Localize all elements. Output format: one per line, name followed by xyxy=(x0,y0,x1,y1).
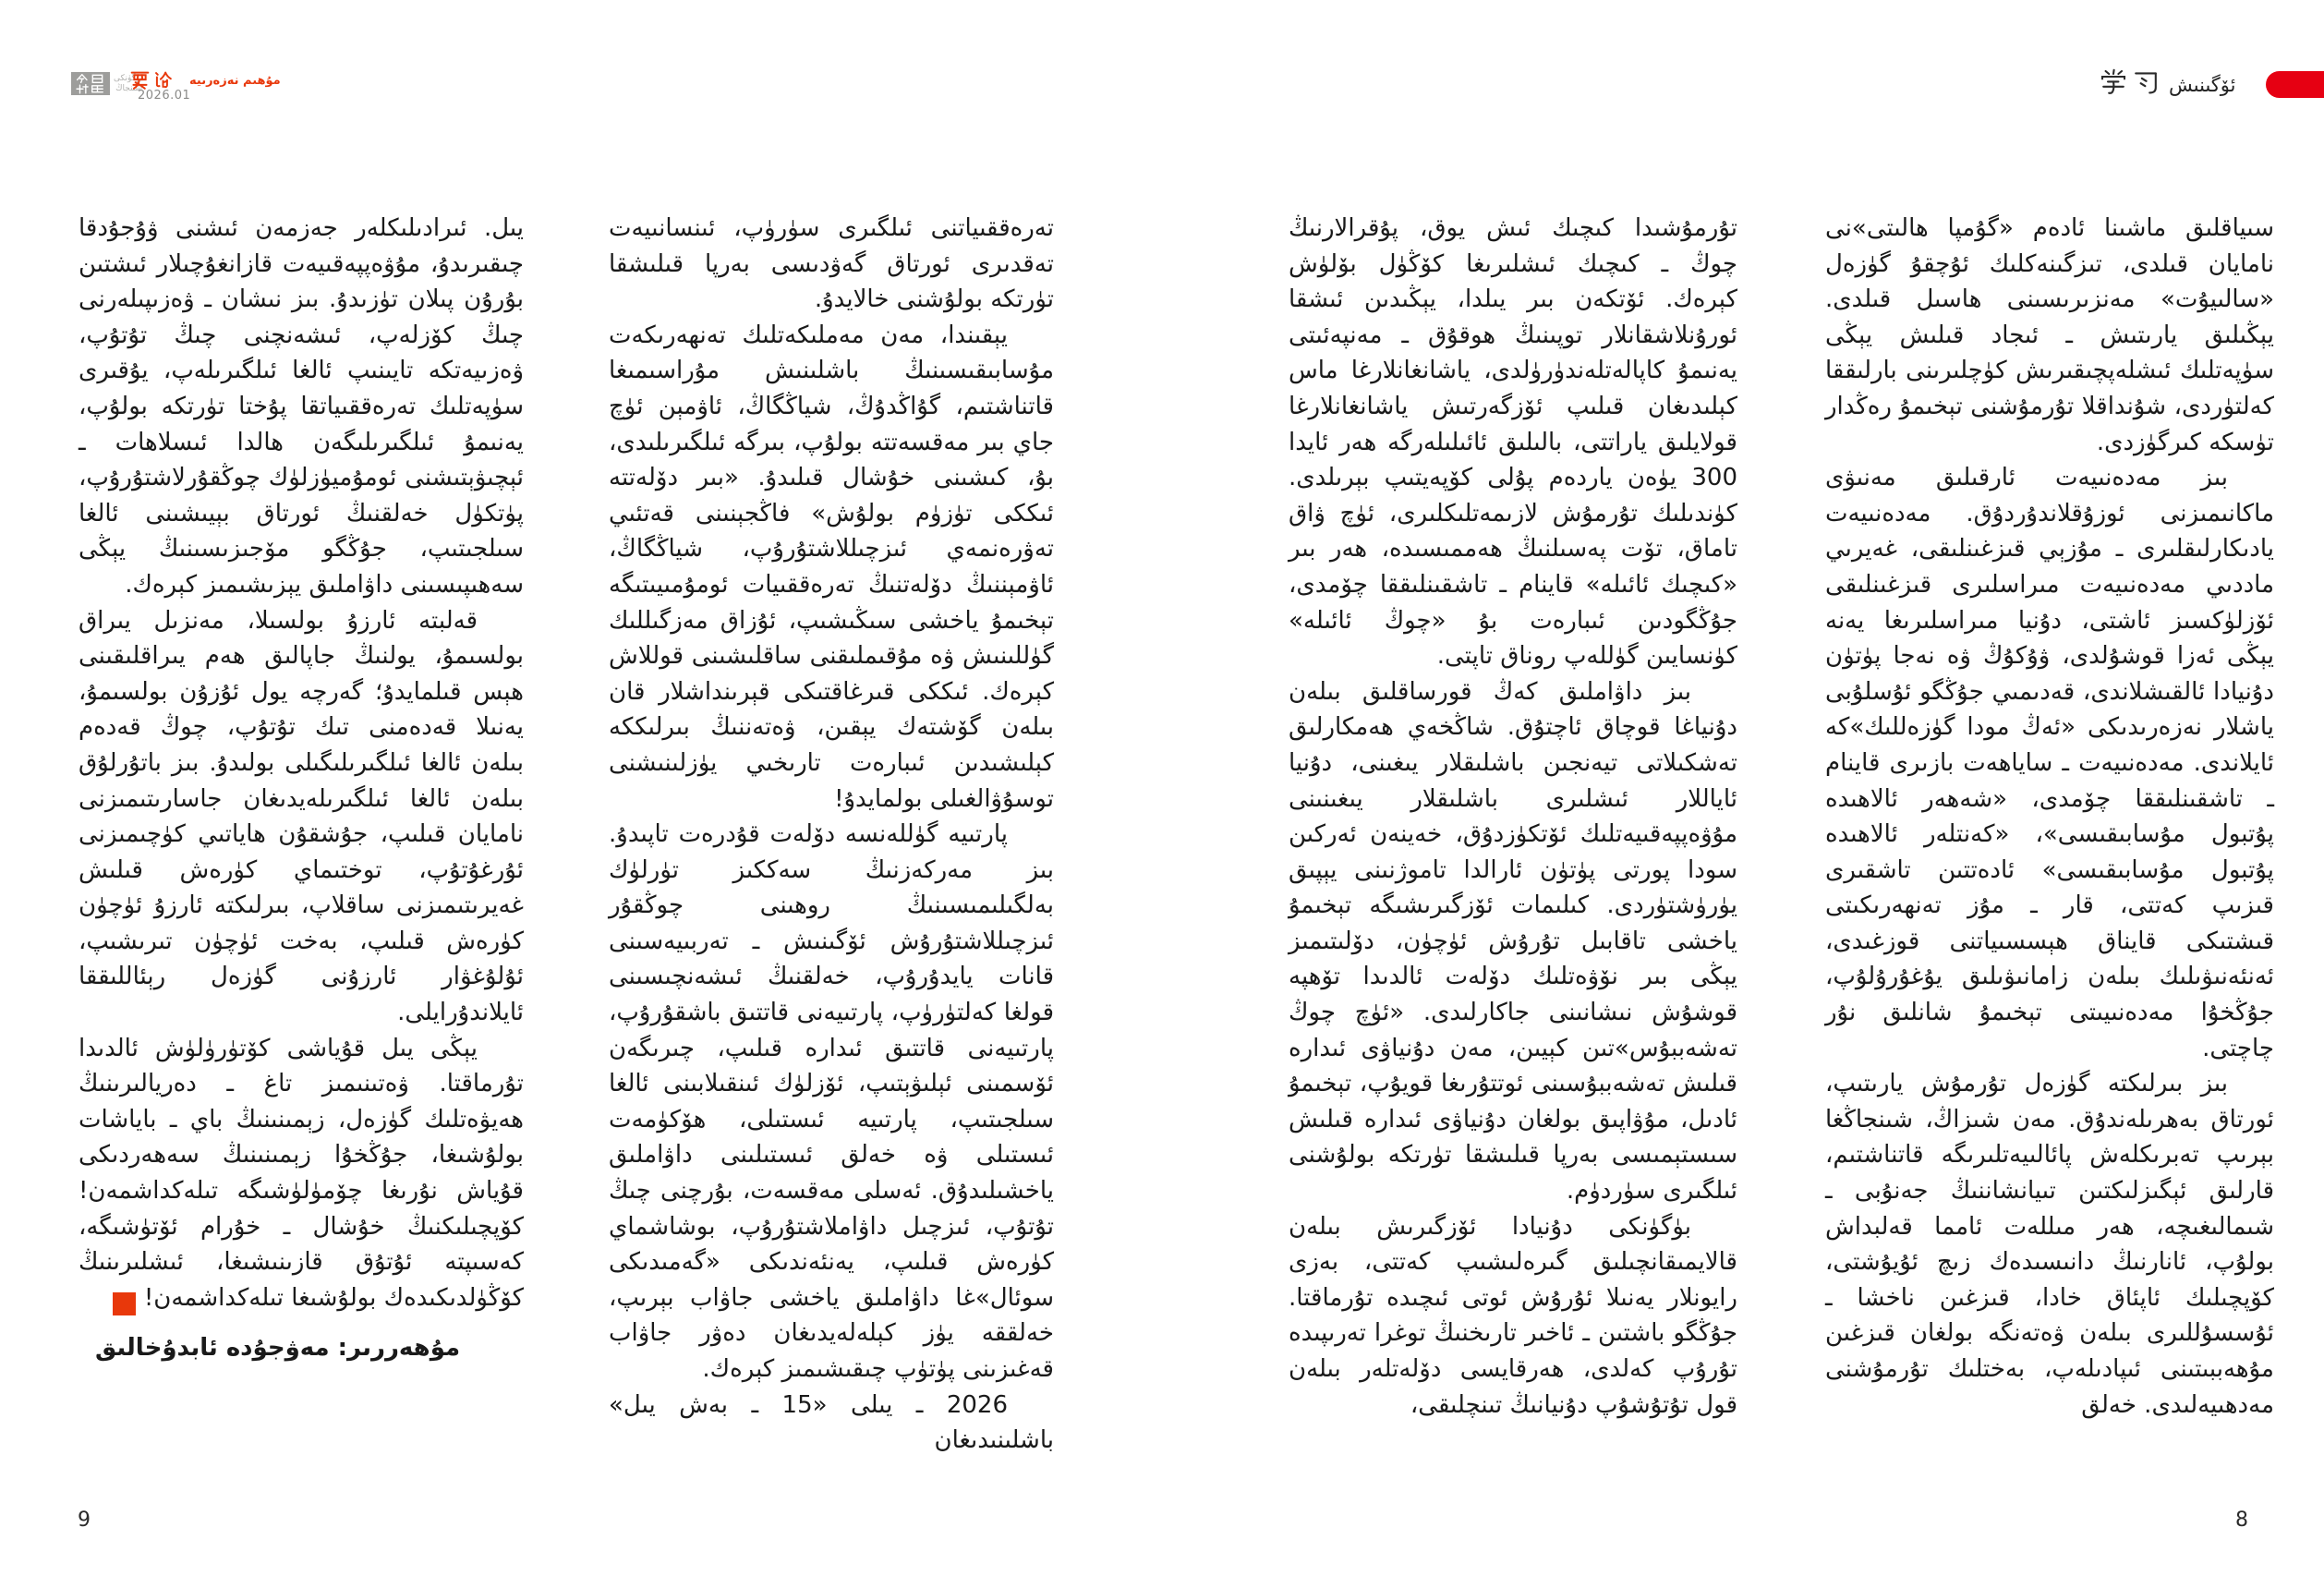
issue-number: 2026.01 xyxy=(138,89,191,103)
yao-cn-glyph xyxy=(129,70,151,91)
xi-cn-glyph xyxy=(2132,68,2160,96)
paragraph: پارتىيە گۈللەنسە دۆلەت قۇدرەت تاپىدۇ. بىز مەركەزنىڭ سەككىز تۈرلۈك بەلگىلىمىسىنىڭ روھىنى چوڭقۇر ئىزچىللاشتۇرۇش ئۆگىنىش ـ تەربىيەسىنى قانات يايدۇرۇپ، خەلقنىڭ ئىشەنچىسىنى قولغا كەلتۈرۈپ، پارتىيەنى قاتتىق باشقۇرۇپ، پارتىيەنى قاتتىق ئىدارە قىلىپ، چىرىگەن ئۆسمىنى ئېلىۋېتىپ، ئۆزلۈك ئىنقىلابىنى ئالغا سىلجىتىپ، پارتىيە ئىستىلى، ھۆكۈمەت ئىستىلى ۋە خەلق ئىستىلىنى داۋاملىق ياخشىلىدۇق. ئەسلى مەقسەت، بۇرچنى چىڭ تۇتۇپ، ئىزچىل داۋاملاشتۇرۇپ، بوشاشماي كۈرەش قىلىپ، يەنئەندىكى «گەمىدىكى سوئال»غا داۋاملىق ياخشى جاۋاب بېرىپ، خەلققە يۈز كېلەلەيدىغان دەۋر جاۋاب قەغىزىنى پۈتۈپ چىقىشىمىز كېرەك. xyxy=(609,820,1054,1383)
xue-cn-glyph xyxy=(2100,68,2127,96)
page-number-left: 9 xyxy=(78,1509,91,1532)
page-number-right: 8 xyxy=(2235,1509,2248,1532)
red-tab-marker xyxy=(2266,71,2324,98)
paragraph: بۈگۈنكى دۇنيادا ئۆزگىرىش بىلەن قالايمىقانچىلىق گىرەلىشىپ كەتتى، بەزى رايونلار يەنىلا ئۇرۇش ئوتى ئىچىدە تۇرماقتا. جۇڭگو باشتىن ـ ئاخىر تارىخنىڭ توغرا تەرىپىدە تۇرۇپ كەلدى، ھەرقايسى دۆلەتلەر بىلەن قول تۇتۇشۇپ دۇنيانىڭ تىنچلىقى، xyxy=(1289,1212,1737,1419)
text-column-page9-inner xyxy=(609,211,1054,1459)
paragraph: تۇرمۇشىدا كىچىك ئىش يوق، پۇقرالارنىڭ چوڭ ـ كىچىك ئىشلىرىغا كۆڭۈل بۆلۈش كېرەك. ئۆتكەن بىر يىلدا، يېڭىدىن ئىشقا ئورۇنلاشقانلار توپىنىڭ ھوقۇق ـ مەنپەئىتى يەنىمۇ كاپالەتلەندۈرۈلدى، ياشانغانلارغا ماس كېلىدىغان قىلىپ ئۆزگەرتىش ياشانغانلارغا قولايلىق ياراتتى، بالىلىق ئائىلىلەرگە ھەر ئايدا 300 يۈەن ياردەم پۇلى كۆپەيتىپ بېرىلدى. كۈندىلىك تۇرمۇش لازىمەتلىكلىرى، ئۈچ ۋاق تاماق، تۆت پەسىلنىڭ ھەممىسىدە، ھەر بىر «كىچىك ئائىلە» قاينام ـ تاشقىنلىققا چۆمدى، جۇڭگودىن ئىبارەت بۇ «چوڭ ئائىلە» كۈنسايىن گۈللەپ روناق تاپتى. xyxy=(1289,214,1737,671)
paragraph: بىز داۋاملىق كەڭ قورساقلىق بىلەن دۇنياغا قوچاق ئاچتۇق. شاڭخەي ھەمكارلىق تەشكىلاتى تيەنجىن باشلىقلار يىغىنى، دۇنيا ئاياللار ئىشلىرى باشلىقلار يىغىنىنى مۇۋەپپەقىيەتلىك ئۆتكۈزدۇق، خەينەن ئەركىن سودا پورتى پۈتۈن ئارالدا تاموژنىنى يېپىق يۈرۈشتۈردى. كىلىمات ئۆزگىرىشىگە تېخىمۇ ياخشى تاقابىل تۇرۇش ئۈچۈن، دۆلىتىمىز يېڭى بىر نۆۋەتلىك دۆلەت ئالدىدا تۆھپە قوشۇش نىشانىنى جاكارلىدى. «ئۈچ چوڭ تەشەببۇس»تىن كېيىن، مەن دۇنياۋى ئىدارە قىلىش تەشەببۇسىنى ئوتتۇرىغا قويۇپ، تېخىمۇ ئادىل، مۇۋاپىق بولغان دۇنياۋى ئىدارە قىلىش سىستېمىسى بەرپا قىلىشقا تۈرتكە بولۇشنى ئىلگىرى سۈردۈم. xyxy=(1289,677,1737,1206)
section-title-uyghur-left: مۇھىم نەزەرىيە xyxy=(189,74,281,88)
column-text xyxy=(609,211,1054,1459)
paragraph: سىياقلىق ماشىنا ئادەم «گۇمپا ھالىتى»نى نامايان قىلدى، تىزگىنەكلىك ئۇچقۇ گۈزەل «سالىيۇت» مەنزىرىسىنى ھاسىل قىلدى. يېڭىلىق يارىتىش ـ ئىجاد قىلىش يېڭى سۈپەتلىك ئىشلەپچىقىرىش كۈچلىرىنى بارلىققا كەلتۈردى، شۇنداقلا تۇرمۇشنى تېخىمۇ رەڭدار تۈسكە كىرگۈزدى. xyxy=(1825,214,2274,456)
paragraph: يىل. ئىرادىلىكلەر جەزمەن ئىشنى ۋۇجۇدقا چىقىرىدۇ، مۇۋەپپەقىيەت قازانغۇچىلار ئىشتىن بۇرۇن پىلان تۈزىدۇ. بىز نىشان ـ ۋەزىپىلەرنى چىڭ كۆزلەپ، ئىشەنچنى چىڭ تۇتۇپ، ۋەزىيەتكە تايىنىپ ئالغا ئىلگىرىلەپ، يۇقىرى سۈپەتلىك تەرەققىياتقا پۇختا تۈرتكە بولۇپ، يەنىمۇ ئىلگىرىلىگەن ھالدا ئىسلاھات ـ ئېچىۋېتىشنى ئومۇميۈزلۈك چوڭقۇرلاشتۇرۇپ، پۈتكۈل خەلقنىڭ ئورتاق بېيىشىنى ئالغا سىلجىتىپ، جۇڭگو مۆجىزىسىنىڭ يېڭى سەھىپىسىنى داۋاملىق يېزىشىمىز كېرەك. xyxy=(79,214,524,599)
paragraph: يېقىندا، مەن مەملىكەتلىك تەنھەرىكەت مۇسابىقىسىنىڭ باشلىنىش مۇراسىمىغا قاتناشتىم، گۇاڭدۇڭ، شياڭگاڭ، ئاۋمېن ئۈچ جاي بىر مەقسەتتە بولۇپ، بىرگە ئىلگىرىلىدى، بۇ، كىشىنى خۇشال قىلىدۇ. «بىر دۆلەتتە ئىككى تۈزۈم بولۇش» فاڭجېنىنى قەتئىي تەۋرەنمەي ئىزچىللاشتۇرۇپ، شياڭگاڭ، ئاۋمېننىڭ دۆلەتنىڭ تەرەققىيات ئومۇمىيىتىگە تېخىمۇ ياخشى سىڭىشىپ، ئۇزاق مەزگىللىك گۈللىنىش ۋە مۇقىملىقنى ساقلىشىنى قوللاش كېرەك. ئىككى قىرغاقتىكى قېرىنداشلار قان بىلەن گۆشتەك يېقىن، ۋەتەننىڭ بىرلىككە كېلىشىدىن ئىبارەت تارىخىي يۈزلىنىشنى توسۇۋالغىلى بولمايدۇ! xyxy=(609,321,1054,813)
text-column-page8-outer xyxy=(1825,211,2274,1423)
section-title-uyghur-right: ئۆگىنىش xyxy=(2169,74,2236,96)
logo-uyghur-caption: بۈگۈنكى شىنجاڭ xyxy=(114,74,143,93)
text-column-page8-inner xyxy=(1289,211,1737,1423)
logo-cn-glyphs xyxy=(73,73,108,94)
text-column-page9-outer xyxy=(79,211,524,1365)
editor-signature: مۇھەررىر: مەۋجۇدە ئابدۇخالىق xyxy=(95,1334,461,1363)
column-text xyxy=(1825,211,2274,1423)
column-text xyxy=(1289,211,1737,1423)
paragraph: تەرەققىياتنى ئىلگىرى سۈرۈپ، ئىنسانىيەت تەقدىرى ئورتاق گەۋدىسى بەرپا قىلىشقا تۈرتكە بولۇشنى خالايدۇ. xyxy=(609,214,1054,314)
paragraph: 2026 ـ يىلى «15 ـ بەش يىل» باشلىنىدىغان xyxy=(609,1390,1054,1455)
magazine-logo xyxy=(71,72,110,95)
section-title-chinese-left xyxy=(129,70,174,91)
paragraph: قەلبتە ئارزۇ بولسىلا، مەنزىل يىراق بولسىمۇ، يولنىڭ جاپالىق ھەم يىراقلىقىنى ھېس قىلمايدۇ؛ گەرچە يول ئۇزۇن بولسىمۇ، يەنىلا قەدەمنى تىك تۇتۇپ، چوڭ قەدەم بىلەن ئالغا ئىلگىرىلىگىلى بولىدۇ. بىز باتۇرلۇق بىلەن ئالغا ئىلگىرىلەيدىغان جاسارىتىمىزنى نامايان قىلىپ، جۇشقۇن ھاياتىي كۈچىمىزنى ئۇرغۇتۇپ، توختىماي كۈرەش قىلىش غەيرىتىمىزنى ساقلاپ، بىرلىكتە ئارزۇ ئۈچۈن كۈرەش قىلىپ، بەخت ئۈچۈن تىرىشىپ، ئۇلۇغۋار ئارزۇنى گۈزەل رېئاللىققا ئايلاندۇرايلى. xyxy=(79,606,524,1027)
article-end-mark: ر xyxy=(113,1292,136,1315)
paragraph: بىز مەدەنىيەت ئارقىلىق مەنىۋى ماكانىمىزنى ئوزۇقلاندۇردۇق. مەدەنىيەت يادىكارلىقلىرى ـ مۇزېي قىزغىنلىقى، غەيرىي ماددىي مەدەنىيەت مىراسلىرى قىزغىنلىقى ئۆزلۈكسىز ئاشتى، دۇنيا مىراسلىرىغا يەنە يېڭى ئەزا قوشۇلدى، ۋۇكۇڭ ۋە نەجا پۈتۈن دۇنيادا ئالقىشلاندى، قەدىمىي جۇڭگو ئۇسلۇبى ياشلار نەزەرىدىكى «ئەڭ مودا گۈزەللىك»كە ئايلاندى. مەدەنىيەت ـ ساياھەت بازىرى قاينام ـ تاشقىنلىققا چۆمدى، «شەھەر ئالاھىدە پۇتبول مۇسابىقىسى»، «كەنتلەر ئالاھىدە پۇتبول مۇسابىقىسى» ئادەتتىن تاشقىرى قىزىپ كەتتى، قار ـ مۇز تەنھەرىكىتى قىشتىكى قايناق ھېسسىياتنى قوزغىدى، ئەنئەنىۋىلىك بىلەن زامانىۋىلىق يۇغۇرۇلۇپ، جۇڭخۇا مەدەنىيىتى تېخىمۇ شانلىق نۇر چاچتى. xyxy=(1825,464,2274,1062)
column-text xyxy=(79,211,524,1315)
lun-cn-glyph xyxy=(152,70,174,91)
section-title-chinese-right xyxy=(2100,68,2160,96)
paragraph: بىز بىرلىكتە گۈزەل تۇرمۇش يارىتىپ، ئورتاق بەھرىلەندۇق. مەن شىزاڭ، شىنجاڭغا بېرىپ تەبرىكلەش پائالىيەتلىرىگە قاتناشتىم، قارلىق ئېگىزلىكتىن تىيانشاننىڭ جەنۇبى ـ شىمالىغىچە، ھەر مىللەت ئامما قەلبداش بولۇپ، ئانارنىڭ دانىسىدەك زىچ ئۇيۇشتى، كۆپچىلىك ئاپئاق خادا، قىزغىن ناخشا ـ ئۇسسۇللىرى بىلەن ۋەتەنگە بولغان قىزغىن مۇھەببىتىنى ئىپادىلەپ، بەختلىك تۇرمۇشنى مەدھىيەلىدى. خەلق xyxy=(1825,1070,2274,1419)
paragraph: يېڭى يىل قۇياشى كۆتۈرۈلۈش ئالدىدا تۇرماقتا. ۋەتىنىمىز تاغ ـ دەريالىرىنىڭ ھەيۋەتلىك گۈزەل، زېمىنىنىڭ باي ـ باياشات بولۇشىغا، جۇڭخۇا زېمىنىنىڭ سەھەردىكى قۇياش نۇرىغا چۆمۈلۈشىگە تىلەكداشمەن! كۆپچىلىكنىڭ خۇشال ـ خۇرام ئۆتۈشىگە، كەسىپتە ئۇتۇق قازىنىشىغا، ئىشلىرىنىڭ كۆڭۈلدىكىدەك بولۇشىغا تىلەكداشمەن!ر xyxy=(79,1034,524,1314)
